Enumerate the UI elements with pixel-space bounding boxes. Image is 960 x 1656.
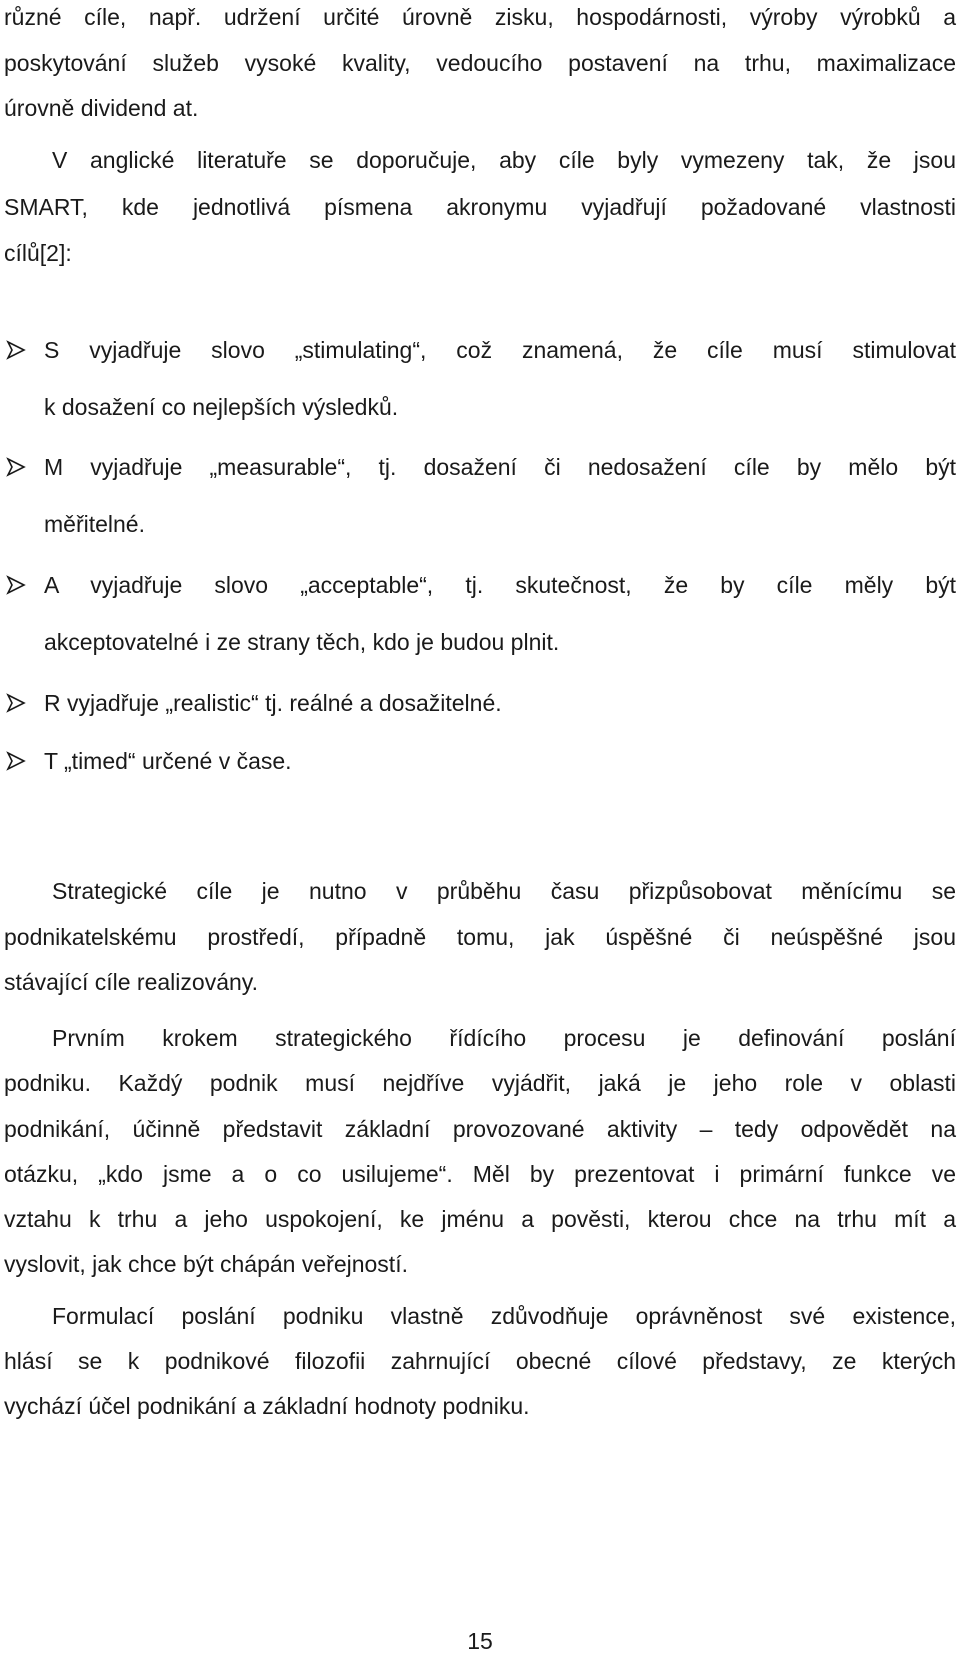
formulation-para-line-1: Formulací poslání podniku vlastně zdůvodňuje oprávněnost své existence,	[52, 1303, 956, 1329]
arrowhead-bullet-icon	[6, 751, 26, 771]
bullet-m-line-2: měřitelné.	[44, 511, 145, 537]
intro-line-1: různé cíle, např. udržení určité úrovně zisku, hospodárnosti, výroby výrobků a	[4, 4, 956, 30]
strategic-para-line-3: stávající cíle realizovány.	[4, 969, 258, 995]
formulation-para-line-2: hlásí se k podnikové filozofii zahrnující obecné cílové představy, ze kterých	[4, 1348, 956, 1374]
mission-para-line-1: Prvním krokem strategického řídícího procesu je definování poslání	[52, 1025, 956, 1051]
bullet-s-line-1: S vyjadřuje slovo „stimulating“, což znamená, že cíle musí stimulovat	[44, 337, 956, 363]
smart-intro-line-2: SMART, kde jednotlivá písmena akronymu vyjadřují požadované vlastnosti	[4, 194, 956, 220]
smart-intro-line-3: cílů[2]:	[4, 240, 72, 266]
formulation-para-line-3: vychází účel podnikání a základní hodnoty podniku.	[4, 1393, 530, 1419]
smart-intro-line-1: V anglické literatuře se doporučuje, aby cíle byly vymezeny tak, že jsou	[52, 147, 956, 173]
arrowhead-bullet-icon	[6, 457, 26, 477]
bullet-a-line-1: A vyjadřuje slovo „acceptable“, tj. skutečnost, že by cíle měly být	[44, 572, 956, 598]
arrowhead-bullet-icon	[6, 575, 26, 595]
mission-para-line-5: vztahu k trhu a jeho uspokojení, ke jménu a pověsti, kterou chce na trhu mít a	[4, 1206, 956, 1232]
mission-para-line-6: vyslovit, jak chce být chápán veřejností.	[4, 1251, 408, 1277]
arrowhead-bullet-icon	[6, 693, 26, 713]
bullet-r-line-1: R vyjadřuje „realistic“ tj. reálné a dosažitelné.	[44, 690, 502, 716]
intro-line-3: úrovně dividend at.	[4, 95, 199, 121]
mission-para-line-2: podniku. Každý podnik musí nejdříve vyjádřit, jaká je jeho role v oblasti	[4, 1070, 956, 1096]
bullet-t-line-1: T „timed“ určené v čase.	[44, 748, 292, 774]
strategic-para-line-2: podnikatelskému prostředí, případně tomu, jak úspěšné či neúspěšné jsou	[4, 924, 956, 950]
bullet-s-line-2: k dosažení co nejlepších výsledků.	[44, 394, 399, 420]
bullet-a-line-2: akceptovatelné i ze strany těch, kdo je budou plnit.	[44, 629, 560, 655]
intro-line-2: poskytování služeb vysoké kvality, vedoucího postavení na trhu, maximalizace	[4, 50, 956, 76]
mission-para-line-4: otázku, „kdo jsme a o co usilujeme“. Měl by prezentovat i primární funkce ve	[4, 1161, 956, 1187]
mission-para-line-3: podnikání, účinně představit základní provozované aktivity – tedy odpovědět na	[4, 1116, 956, 1142]
page-number: 15	[467, 1628, 493, 1654]
arrowhead-bullet-icon	[6, 340, 26, 360]
strategic-para-line-1: Strategické cíle je nutno v průběhu času přizpůsobovat měnícímu se	[52, 878, 956, 904]
bullet-m-line-1: M vyjadřuje „measurable“, tj. dosažení či nedosažení cíle by mělo být	[44, 454, 956, 480]
